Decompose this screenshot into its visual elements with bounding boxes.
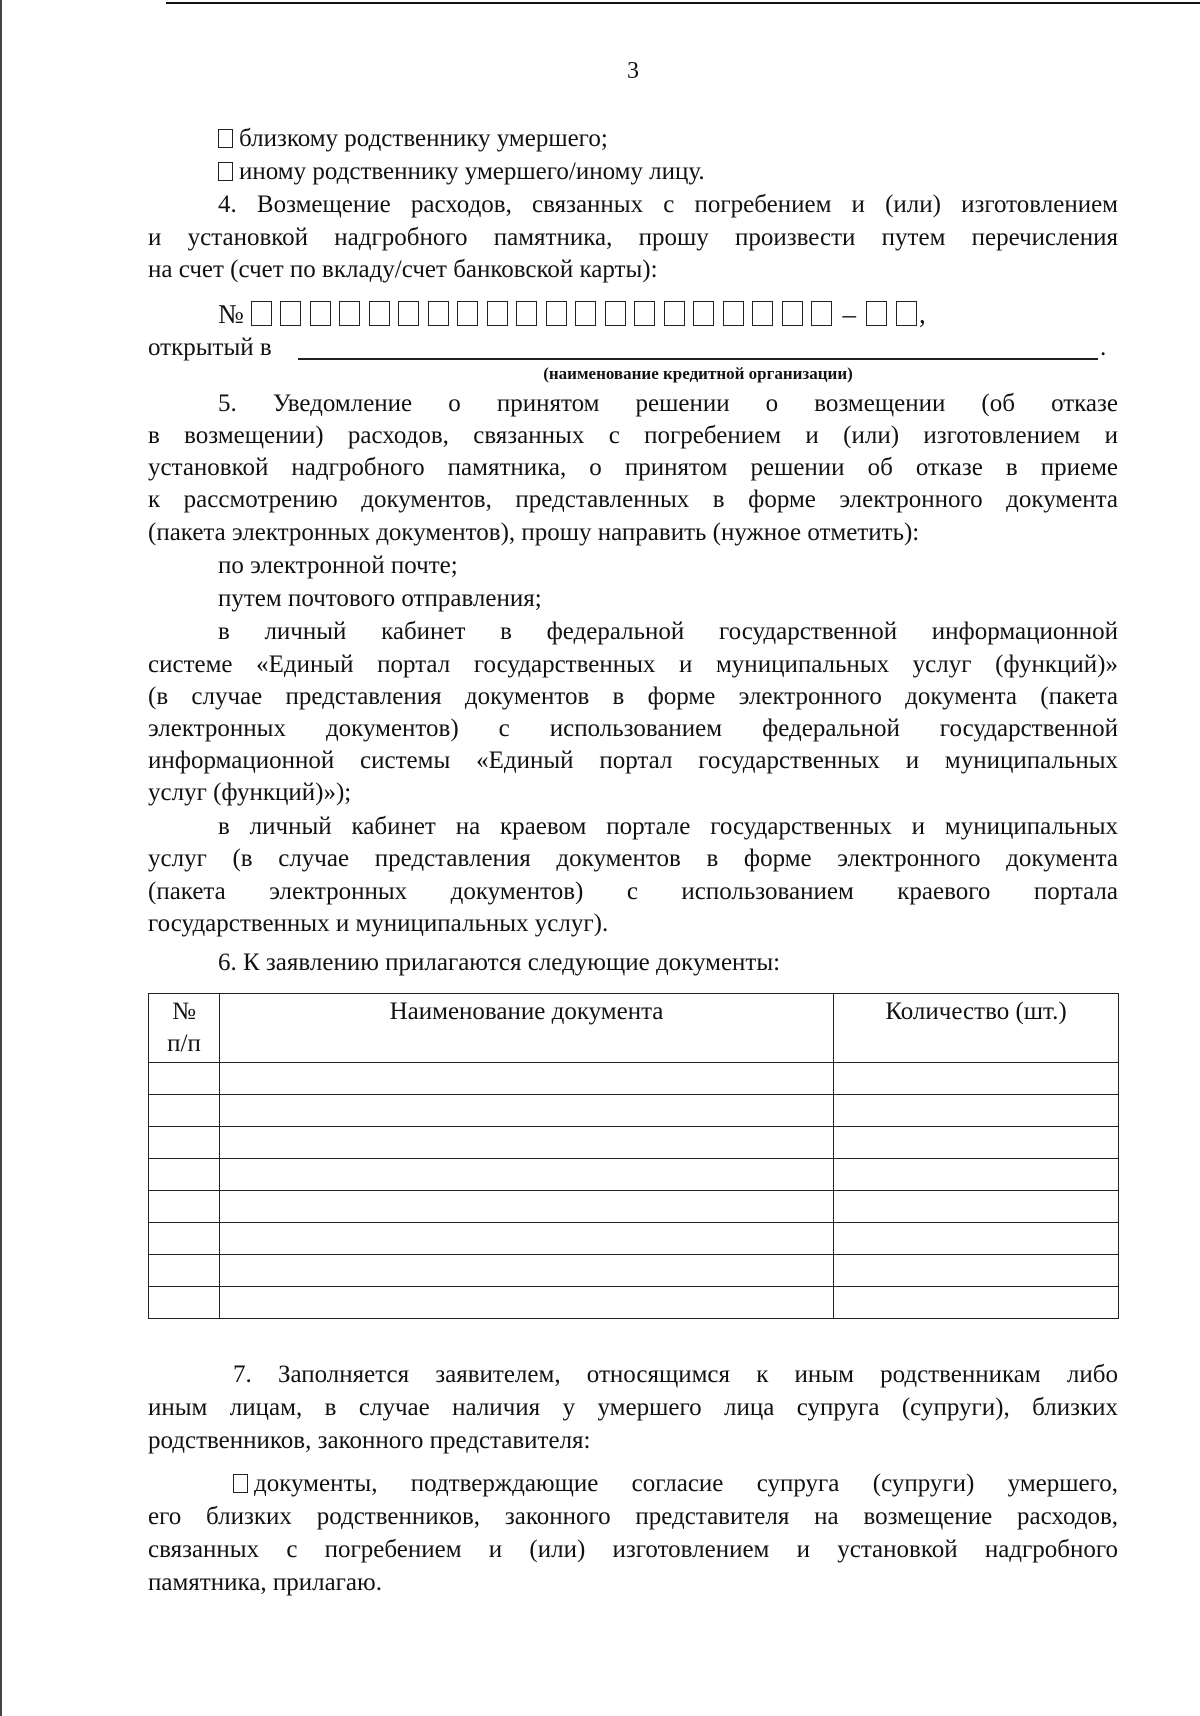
account-digit-box[interactable]: [487, 301, 508, 326]
notify-option-federal-portal-line-6: услуг (функций)»);: [148, 779, 352, 806]
row-quantity-cell[interactable]: [834, 1255, 1119, 1287]
consent-line-4: памятника, прилагаю.: [148, 1569, 382, 1596]
row-number-cell[interactable]: [149, 1063, 220, 1095]
section5-line-3: установкой надгробного памятника, о принятом решении об отказе в приеме: [148, 454, 1118, 481]
row-number-cell[interactable]: [149, 1287, 220, 1319]
consent-line-2: его близких родственников, законного представителя на возмещение расходов,: [148, 1503, 1118, 1530]
row-number-cell[interactable]: [149, 1159, 220, 1191]
checkbox-item-other-relative[interactable]: иному родственнику умершего/иному лицу.: [218, 156, 1118, 188]
account-digit-box[interactable]: [457, 301, 478, 326]
table-header-row: [149, 994, 1119, 1063]
account-digit-box[interactable]: [693, 301, 714, 326]
account-digit-box[interactable]: [723, 301, 744, 326]
documents-table-body: [149, 1063, 1119, 1319]
account-digit-box[interactable]: [516, 301, 537, 326]
notify-option-regional-portal-line-4: государственных и муниципальных услуг).: [148, 910, 609, 937]
col-header-quantity: Количество (шт.): [834, 994, 1119, 1063]
notify-option-email[interactable]: по электронной почте;: [218, 552, 458, 579]
notify-option-regional-portal-line-1[interactable]: в личный кабинет на краевом портале государственных и муниципальных: [218, 813, 1118, 840]
bank-line-end: .: [1100, 334, 1107, 361]
account-check-digit-boxes[interactable]: [866, 299, 925, 329]
account-digit-box[interactable]: [664, 301, 685, 326]
section5-line-4: к рассмотрению документов, представленных в форме электронного документа: [148, 486, 1118, 513]
bank-caption: (наименование кредитной организации): [543, 364, 853, 383]
section7-line-2: иным лицам, в случае наличия у умершего лица супруга (супруги), близких: [148, 1394, 1118, 1421]
notify-option-regional-portal-line-3: (пакета электронных документов) с использованием краевого портала: [148, 878, 1118, 905]
row-number-cell[interactable]: [149, 1191, 220, 1223]
account-digit-box[interactable]: [339, 301, 360, 326]
row-number-cell[interactable]: [149, 1095, 220, 1127]
section7-line-3: родственников, законного представителя:: [148, 1427, 591, 1454]
checkbox-icon[interactable]: [218, 129, 233, 148]
table-row: [149, 1127, 1119, 1159]
account-digit-box[interactable]: [428, 301, 449, 326]
row-quantity-cell[interactable]: [834, 1095, 1119, 1127]
row-quantity-cell[interactable]: [834, 1063, 1119, 1095]
row-number-cell[interactable]: [149, 1255, 220, 1287]
page-number: 3: [627, 58, 639, 84]
notify-option-post[interactable]: путем почтового отправления;: [218, 585, 542, 612]
account-digit-box[interactable]: [310, 301, 331, 326]
bank-name-input-line[interactable]: [298, 358, 1098, 360]
col-header-document-name: Наименование документа: [220, 994, 834, 1063]
row-document-name-cell[interactable]: [220, 1255, 834, 1287]
row-quantity-cell[interactable]: [834, 1223, 1119, 1255]
account-digit-box[interactable]: [811, 301, 832, 326]
section5-line-5: (пакета электронных документов), прошу направить (нужное отметить):: [148, 519, 920, 546]
row-number-cell[interactable]: [149, 1127, 220, 1159]
row-quantity-cell[interactable]: [834, 1287, 1119, 1319]
left-border-line: [0, 0, 2, 1716]
table-row: [149, 1223, 1119, 1255]
notify-option-federal-portal-line-1[interactable]: в личный кабинет в федеральной государственной информационной: [218, 618, 1118, 645]
section5-line-1: 5. Уведомление о принятом решении о возмещении (об отказе: [218, 390, 1118, 417]
section4-line-2: и установкой надгробного памятника, прошу произвести путем перечисления: [148, 224, 1118, 251]
account-digit-box[interactable]: [782, 301, 803, 326]
row-document-name-cell[interactable]: [220, 1287, 834, 1319]
checkbox-icon[interactable]: [218, 162, 233, 181]
row-document-name-cell[interactable]: [220, 1063, 834, 1095]
section4-line-3: на счет (счет по вкладу/счет банковской карты):: [148, 256, 658, 283]
section4-line-1: 4. Возмещение расходов, связанных с погребением и (или) изготовлением: [218, 191, 1118, 218]
row-quantity-cell[interactable]: [834, 1159, 1119, 1191]
table-row: [149, 1159, 1119, 1191]
account-digit-boxes[interactable]: [251, 299, 841, 329]
table-row: [149, 1255, 1119, 1287]
notify-option-federal-portal-line-5: информационной системы «Единый портал государственных и муниципальных: [148, 747, 1118, 774]
table-row: [149, 1287, 1119, 1319]
account-digit-box[interactable]: [896, 301, 917, 326]
documents-table: [148, 993, 1119, 1319]
top-border-line: [166, 2, 1200, 4]
account-digit-box[interactable]: [752, 301, 773, 326]
notify-option-federal-portal-line-3: (в случае представления документов в форме электронного документа (пакета: [148, 683, 1118, 710]
row-document-name-cell[interactable]: [220, 1095, 834, 1127]
section6-title: 6. К заявлению прилагаются следующие документы:: [218, 949, 781, 976]
account-digit-box[interactable]: [546, 301, 567, 326]
table-row: [149, 1095, 1119, 1127]
account-number-field[interactable]: № – ,: [218, 299, 926, 329]
notify-option-federal-portal-line-4: электронных документов) с использованием федеральной государственной: [148, 715, 1118, 742]
account-digit-box[interactable]: [280, 301, 301, 326]
row-document-name-cell[interactable]: [220, 1191, 834, 1223]
section5-line-2: в возмещении) расходов, связанных с погребением и (или) изготовлением и: [148, 422, 1118, 449]
row-document-name-cell[interactable]: [220, 1159, 834, 1191]
consent-checkbox-item[interactable]: документы, подтверждающие согласие супруга (супруги) умершего,: [233, 1468, 1118, 1500]
account-digit-box[interactable]: [398, 301, 419, 326]
row-document-name-cell[interactable]: [220, 1223, 834, 1255]
consent-line-3: связанных с погребением и (или) изготовлением и установкой надгробного: [148, 1536, 1118, 1563]
checkbox-item-close-relative[interactable]: близкому родственнику умершего;: [218, 123, 1118, 155]
account-digit-box[interactable]: [251, 301, 272, 326]
account-digit-box[interactable]: [866, 301, 887, 326]
row-quantity-cell[interactable]: [834, 1191, 1119, 1223]
section7-line-1: 7. Заполняется заявителем, относящимся к иным родственникам либо: [233, 1361, 1118, 1388]
account-digit-box[interactable]: [575, 301, 596, 326]
col-header-number: № п/п: [149, 994, 220, 1063]
bank-label: открытый в: [148, 334, 272, 361]
checkbox-icon[interactable]: [233, 1474, 248, 1493]
account-digit-box[interactable]: [605, 301, 626, 326]
table-row: [149, 1191, 1119, 1223]
row-document-name-cell[interactable]: [220, 1127, 834, 1159]
notify-option-federal-portal-line-2: системе «Единый портал государственных и муниципальных услуг (функций)»: [148, 651, 1118, 678]
row-quantity-cell[interactable]: [834, 1127, 1119, 1159]
account-digit-box[interactable]: [369, 301, 390, 326]
row-number-cell[interactable]: [149, 1223, 220, 1255]
account-digit-box[interactable]: [634, 301, 655, 326]
table-row: [149, 1063, 1119, 1095]
notify-option-regional-portal-line-2: услуг (в случае представления документов в форме электронного документа: [148, 845, 1118, 872]
